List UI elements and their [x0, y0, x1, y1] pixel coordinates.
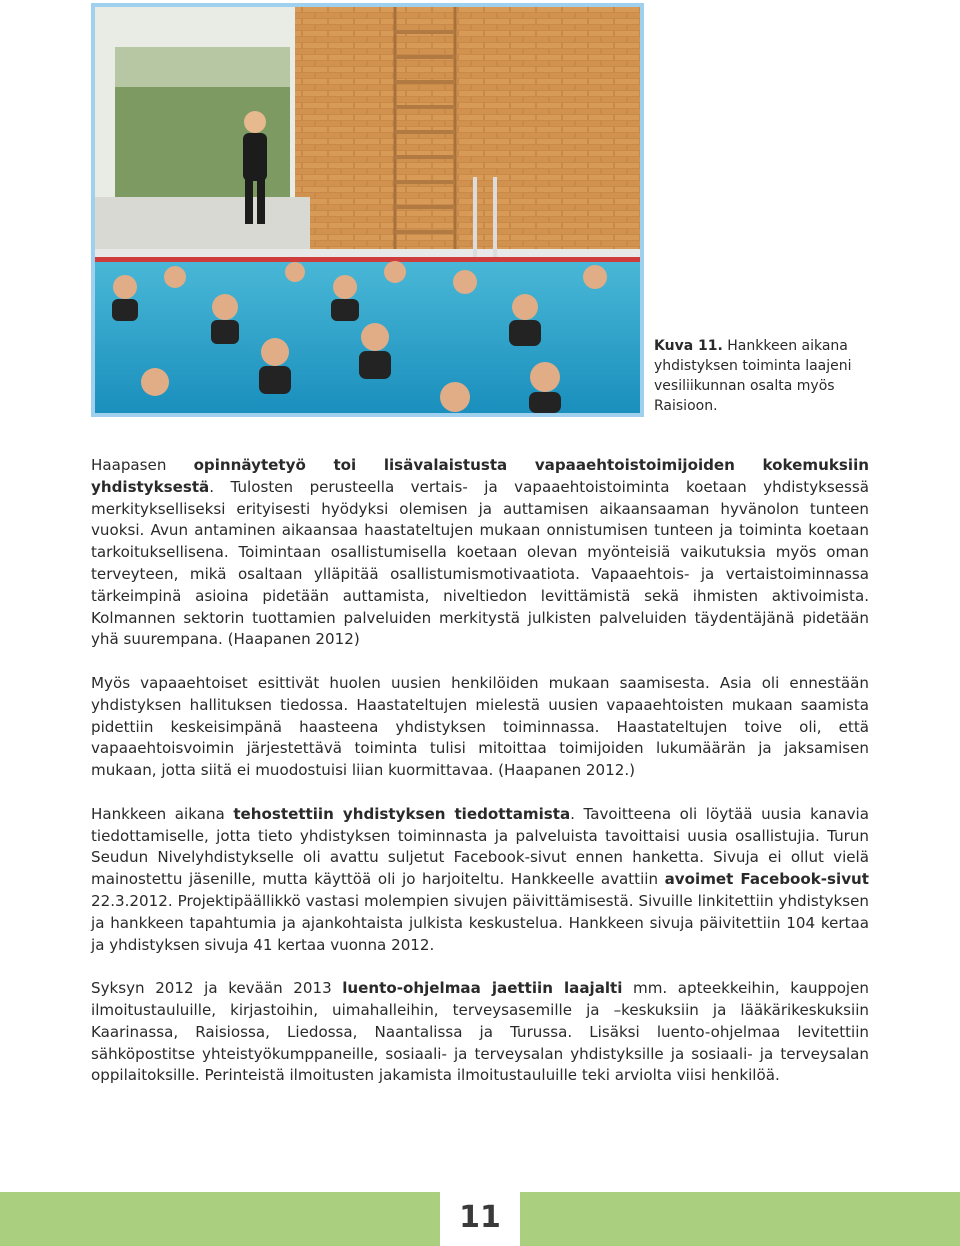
text-run: . Tulosten perusteella vertais- ja vapaaehtoistoiminta koetaan yhdistyksessä merkitykselliseksi erityisesti hyödyksi olemisen ja auttamisen aikaansaaman hyvänolon tunteen vuoksi. Avun antaminen aikaansaa haastateltujen mukaan onnistumisen tunteen ja toiminta koetaan tarkoituksellisena. Toimintaan osallistumisella koetaan olevan myönteisiä vaikutuksia myös oman terveyteen, mikä osaltaan ylläpitää osallistumismotivaatiota. Vapaaehtois- ja vertaistoiminnassa tärkeimpinä asioina pidetään auttamista, niveltiedon levittämistä sekä ihmisten aktivoimista. Kolmannen sektorin tuottamien palveluiden merkitystä julkisten palveluiden täydentäjänä pidetään yhä suurempana. (Haapanen 2012) — [91, 477, 869, 649]
text-run: Syksyn 2012 ja kevään 2013 — [91, 979, 343, 998]
paragraph-4 — [91, 978, 869, 1087]
text-run: mm. apteekkeihin, kauppojen ilmoitustauluille, kirjastoihin, uimahalleihin, terveysasemille ja –keskuksiin ja lääkärikeskuksiin Kaarinassa, Raisiossa, Liedossa, Naantalissa ja Turussa. Lisäksi luento-ohjelmaa levitettiin sähköpostitse yhteistyökumppaneille, sosiaali- ja terveysalan yhdistyksille ja sosiaali- ja terveysalan oppilaitoksille. Perinteistä ilmoitusten jakamista ilmoitustauluille teki arviolta viisi henkilöä. — [91, 979, 869, 1085]
text-run: . Tavoitteena oli löytää uusia kanavia tiedottamiselle, jotta tieto yhdistyksen toiminnasta ja palveluista tavoittaisi uusia osallistujia. Turun Seudun Nivelyhdistykselle oli avattu suljetut Facebook-sivut ennen hanketta. Sivuja ei ollut vielä mainostettu jäsenille, mutta käyttöä oli jo harjoiteltu. Hankkeelle avattiin — [91, 804, 870, 889]
aqua-exercise-photo — [95, 7, 640, 413]
page-number: 11 — [440, 1190, 520, 1246]
text-run-bold: opinnäytetyö toi lisävalaistusta vapaaehtoistoimijoiden kokemuksiin yhdistyksestä — [91, 456, 869, 496]
paragraph-1 — [91, 455, 869, 651]
figure-caption-label: Kuva 11. — [654, 338, 723, 354]
paragraph-3 — [91, 804, 869, 957]
figure-caption — [654, 336, 884, 416]
figure-photo-frame — [91, 3, 644, 417]
text-run-bold: avoimet Facebook-sivut — [664, 870, 869, 889]
paragraph-2 — [91, 673, 869, 782]
text-run-bold: tehostettiin yhdistyksen tiedottamista — [233, 804, 571, 823]
text-run: Haapasen — [91, 456, 194, 474]
text-run-bold: luento-ohjelmaa jaettiin laajalti — [342, 979, 623, 998]
figure-caption-text: Hankkeen aikana yhdistyksen toiminta laajeni vesiliikunnan osalta myös Raisioon. — [654, 338, 852, 414]
body-text — [91, 455, 869, 1109]
text-run: 22.3.2012. Projektipäällikkö vastasi molempien sivujen päivittämisestä. Sivuille linkitettiin yhdistyksen ja hankkeen tapahtumia ja ajankohtaista julkista keskustelua. Hankkeen sivuja päivitettiin 104 kertaa ja yhdistyksen sivuja 41 kertaa vuonna 2012. — [91, 891, 869, 954]
text-run: Myös vapaaehtoiset esittivät huolen uusien henkilöiden mukaan saamisesta. Asia oli ennestään yhdistyksen hallituksen tiedossa. Haastateltujen mielestä uusien vapaaehtoisten mukaan saamista pidettiin keskeisimpänä haasteena yhdistyksen toiminnassa. Haastateltujen toive oli, että vapaaehtoisvoimin järjestettävä toiminta tulisi mitoittaa toimijoiden lukumäärän ja jaksamisen mukaan, jotta siitä ei muodostuisi liian kuormittavaa. (Haapanen 2012.) — [91, 673, 869, 780]
text-run: Hankkeen aikana — [91, 804, 234, 823]
